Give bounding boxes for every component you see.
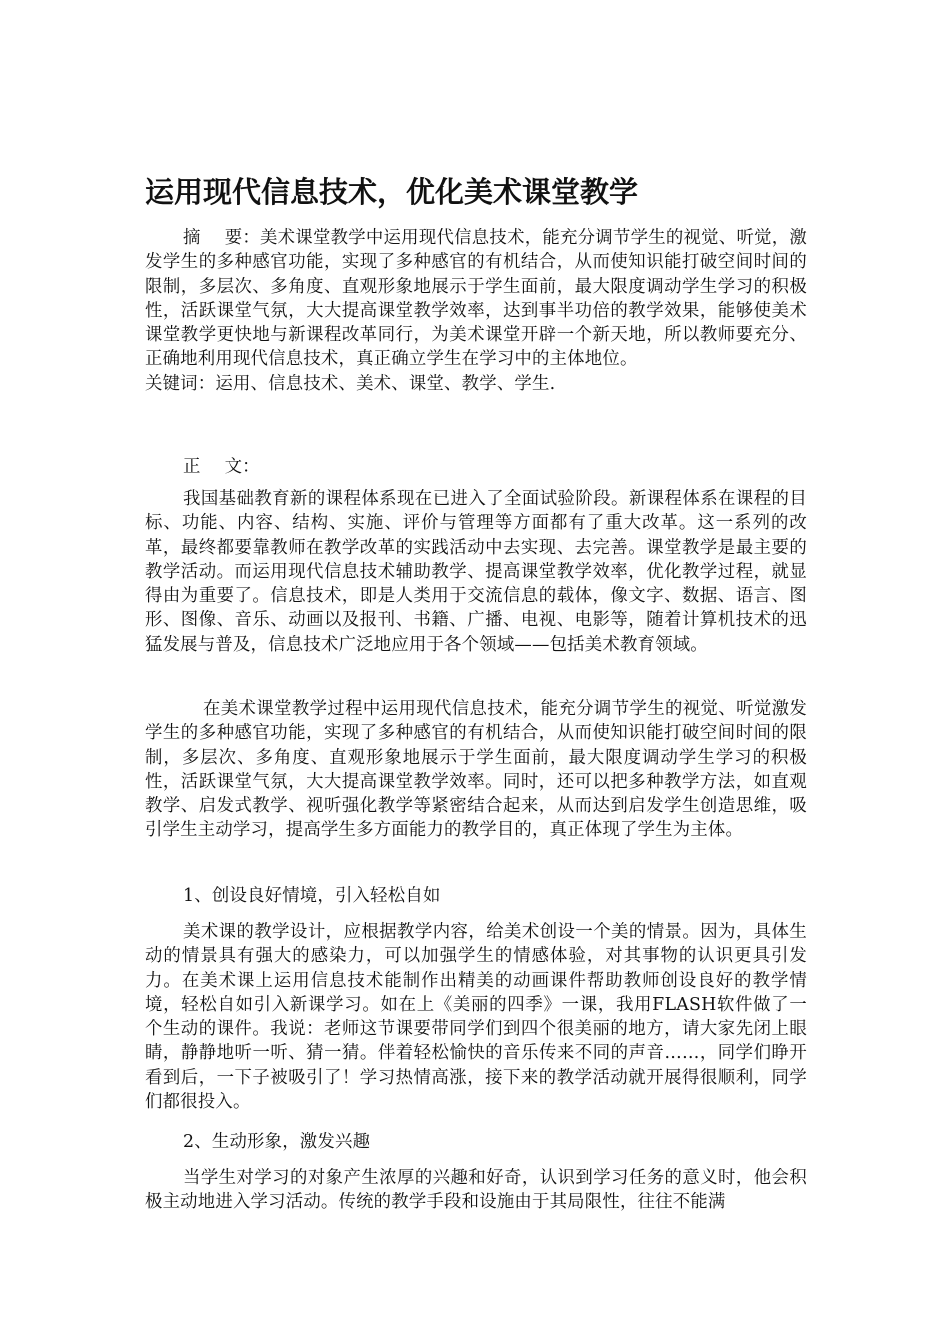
body-paragraph-4: 当学生对学习的对象产生浓厚的兴趣和好奇，认识到学习任务的意义时，他会积极主动地进入学习活动。传统的教学手段和设施由于其局限性，往往不能满 — [145, 1168, 807, 1213]
body-paragraph-2: 在美术课堂教学过程中运用现代信息技术，能充分调节学生的视觉、听觉激发学生的多种感官功能，实现了多种感官的有机结合，从而使知识能打破空间时间的限制，多层次、多角度、直观形象地展示于学生面前，最大限度调动学生学习的积极性，活跃课堂气氛，大大提高课堂教学效率。同时，还可以把多种教学方法，如直观教学、启发式教学、视听强化教学等紧密结合起来，从而达到启发学生创造思维，吸引学生主动学习，提高学生多方面能力的教学目的，真正体现了学生为主体。 — [145, 699, 807, 841]
body-label-b: 文： — [224, 457, 260, 477]
abstract-label-a: 摘 — [183, 228, 201, 248]
abstract-text: 美术课堂教学中运用现代信息技术，能充分调节学生的视觉、听觉，激发学生的多种感官功能，实现了多种感官的有机结合，从而使知识能打破空间时间的限制，多层次、多角度、直观形象地展示于学生面前，最大限度调动学生学习的积极性，活跃课堂气氛，大大提高课堂教学效率，达到事半功倍的教学效果，能够使美术课堂教学更快地与新课程改革同行，为美术课堂开辟一个新天地，所以教师要充分、正确地利用现代信息技术，真正确立学生在学习中的主体地位。 — [145, 228, 807, 370]
section-heading-2: 2、生动形象，激发兴趣 — [183, 1132, 371, 1152]
body-label — [145, 455, 807, 479]
body-paragraph-1: 我国基础教育新的课程体系现在已进入了全面试验阶段。新课程体系在课程的目标、功能、内容、结构、实施、评价与管理等方面都有了重大改革。这一系列的改革，最终都要靠教师在教学改革的实践活动中去实现、去完善。课堂教学是最主要的教学活动。而运用现代信息技术辅助教学、提高课堂教学效率，优化教学过程，就显得由为重要了。信息技术，即是人类用于交流信息的载体，像文字、数据、语言、图形、图像、音乐、动画以及报刊、书籍、广播、电视、电影等，随着计算机技术的迅猛发展与普及，信息技术广泛地应用于各个领域——包括美术教育领域。 — [145, 489, 807, 655]
body-label-a: 正 — [183, 457, 201, 477]
body-paragraph-3: 美术课的教学设计，应根据教学内容，给美术创设一个美的情景。因为，具体生动的情景具有强大的感染力，可以加强学生的情感体验，对其事物的认识更具引发力。在美术课上运用信息技术能制作出精美的动画课件帮助教师创设良好的教学情境，轻松自如引入新课学习。如在上《美丽的四季》一课，我用FLASH软件做了一个生动的课件。我说：老师这节课要带同学们到四个很美丽的地方，请大家先闭上眼睛，静静地听一听、猜一猜。伴着轻松愉快的音乐传来不同的声音……，同学们睁开看到后，一下子被吸引了！学习热情高涨，接下来的教学活动就开展得很顺利，同学们都很投入。 — [145, 922, 807, 1113]
abstract-label-b: 要： — [224, 228, 261, 248]
keywords-line: 关键词：运用、信息技术、美术、课堂、教学、学生. — [145, 374, 556, 394]
document-title: 运用现代信息技术，优化美术课堂教学 — [145, 175, 639, 209]
section-heading-1: 1、创设良好情境，引入轻松自如 — [183, 886, 441, 906]
abstract-paragraph — [145, 226, 807, 372]
